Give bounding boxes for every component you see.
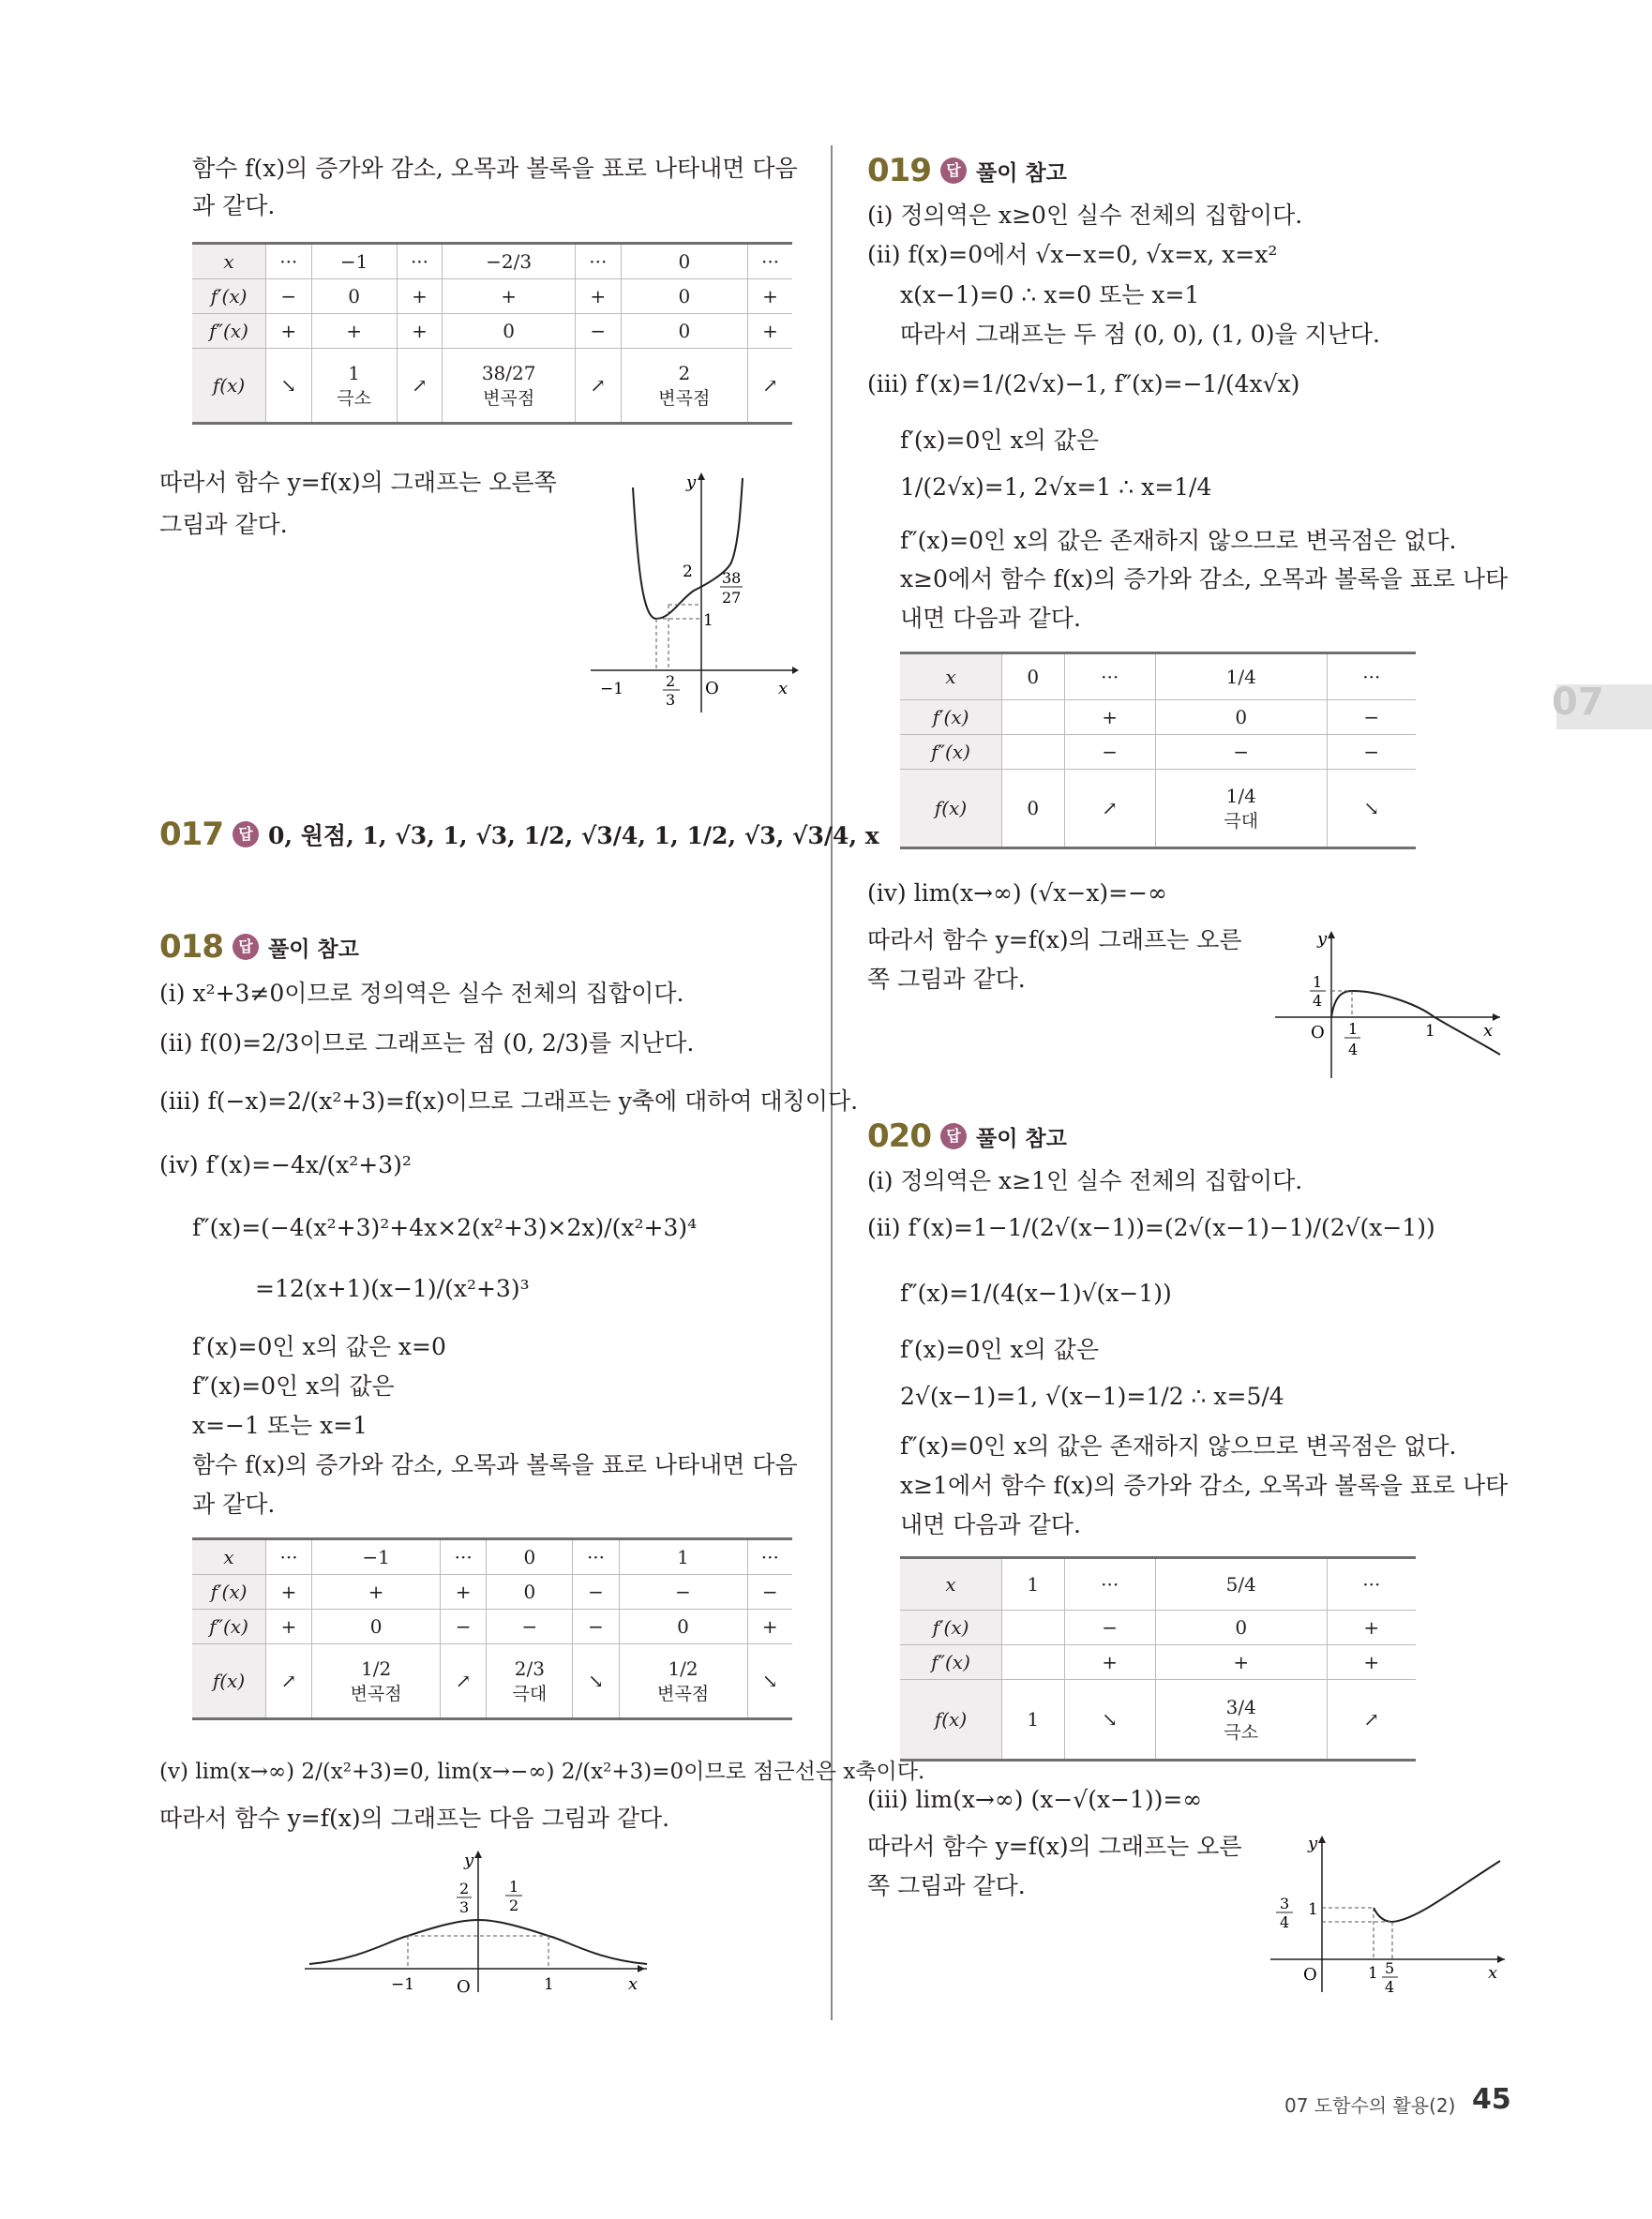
tick-label: 3 (666, 691, 676, 709)
tick-label: 2 (459, 1880, 470, 1897)
table-cell: 1 (1002, 1558, 1065, 1611)
table-cell: ··· (1064, 653, 1155, 700)
tick-label: 1 (1313, 973, 1323, 991)
graph-020 (1270, 1828, 1514, 1997)
table-cell: f′(x) (900, 700, 1002, 735)
table-cell: 0 (443, 314, 576, 349)
table-cell: + (311, 314, 397, 349)
table-cell: ··· (1064, 1558, 1155, 1611)
s020-line: 2√(x−1)=1, √(x−1)=1/2 ∴ x=5/4 (900, 1383, 1284, 1410)
axis-label-y: y (686, 472, 697, 492)
tick-label: 1 (1368, 1964, 1378, 1983)
answer-badge: 답 (233, 934, 259, 960)
table-cell: ↗ (441, 1644, 487, 1719)
table-row (192, 244, 792, 279)
table-cell: + (441, 1575, 487, 1610)
table-cell: 3/4 극소 (1155, 1680, 1327, 1761)
table-cell: − (1064, 1611, 1155, 1645)
s018-line: f′(x)=0인 x의 값은 x=0 (192, 1333, 446, 1360)
table-cell: + (397, 279, 443, 314)
s018-line: (ⅰ) x²+3≠0이므로 정의역은 실수 전체의 집합이다. (159, 980, 684, 1007)
tick-label: 1 (1348, 1020, 1359, 1038)
table-cell: ··· (1327, 1558, 1416, 1611)
table-cell: + (1327, 1645, 1416, 1680)
graph-017 (591, 469, 806, 722)
table-cell: 0 (619, 1610, 747, 1644)
table-cell: ··· (397, 244, 443, 279)
s018-line: x=−1 또는 x=1 (192, 1412, 368, 1439)
section-019-header (867, 152, 1067, 189)
table-cell: 2/3 극대 (487, 1644, 573, 1719)
tick-label: 2 (509, 1897, 519, 1914)
s019-line: f″(x)=0인 x의 값은 존재하지 않으므로 변곡점은 없다. (900, 527, 1457, 554)
table-cell: −1 (312, 1539, 441, 1575)
origin-label: O (1303, 1965, 1317, 1985)
table-cell: ↘ (266, 349, 312, 424)
table-cell: 1/4 극대 (1155, 770, 1327, 848)
s019-line: x≥0에서 함수 f(x)의 증가와 감소, 오목과 볼록을 표로 나타 (900, 565, 1509, 592)
tick-label: 2 (683, 562, 693, 581)
section-018-header (159, 928, 359, 966)
table-row (192, 1539, 792, 1575)
s019-line: f′(x)=0인 x의 값은 (900, 427, 1099, 454)
tick-label: −1 (600, 680, 624, 698)
table-cell: + (576, 279, 622, 314)
table-row (192, 349, 792, 424)
table-cell: − (573, 1610, 619, 1644)
table-cell: 1 (1002, 1680, 1065, 1761)
table-cell: ↘ (1327, 770, 1416, 848)
table-cell: x (192, 1539, 266, 1575)
axis-label-x: x (1483, 1021, 1494, 1041)
s018-line: (ⅱ) f(0)=2/3이므로 그래프는 점 (0, 2/3)를 지난다. (159, 1029, 695, 1057)
s019-after: 쪽 그림과 같다. (867, 966, 1026, 993)
answer-text: 0, 원점, 1, √3, 1, √3, 1/2, √3/4, 1, 1/2, √3, √3/4, x (267, 822, 879, 849)
table-cell: 2 변곡점 (621, 349, 748, 424)
table-cell: 0 (312, 1610, 441, 1644)
s019-line: 1/(2√x)=1, 2√x=1 ∴ x=1/4 (900, 473, 1212, 501)
table-cell: −2/3 (443, 244, 576, 279)
table-cell: + (266, 1610, 312, 1644)
table-cell (1002, 700, 1065, 735)
table-019 (900, 652, 1416, 849)
table-cell: f(x) (900, 770, 1002, 848)
table-row (900, 1611, 1416, 1645)
table-cell: f′(x) (900, 1611, 1002, 1645)
table-020 (900, 1556, 1416, 1762)
section-number: 019 (867, 152, 931, 189)
table-cell: 0 (1155, 1611, 1327, 1645)
tick-label: 1 (1308, 1900, 1318, 1919)
tick-label: 4 (1313, 992, 1323, 1010)
table-row (192, 1575, 792, 1610)
table-cell: ↘ (1064, 1680, 1155, 1761)
table-cell: 0 (311, 279, 397, 314)
tick-label: 1 (1425, 1022, 1435, 1041)
answer-badge: 답 (233, 821, 259, 847)
table-cell: − (441, 1610, 487, 1644)
table-cell (1002, 1645, 1065, 1680)
s019-after: 따라서 함수 y=f(x)의 그래프는 오른 (867, 926, 1242, 953)
table-cell: f″(x) (900, 1645, 1002, 1680)
tick-label: 38 (722, 569, 742, 587)
tick-label: 4 (1385, 1978, 1395, 1996)
table-cell: + (747, 1610, 792, 1644)
table-cell: 1/4 (1155, 653, 1327, 700)
table-cell: x (900, 653, 1002, 700)
table-row (192, 1610, 792, 1644)
table-cell: ··· (748, 244, 792, 279)
table-cell: − (619, 1575, 747, 1610)
tick-label: 27 (722, 589, 742, 607)
s018-line: (ⅲ) f(−x)=2/(x²+3)=f(x)이므로 그래프는 y축에 대하여 대칭이다. (159, 1087, 859, 1115)
table-cell: − (576, 314, 622, 349)
table-cell: + (1327, 1611, 1416, 1645)
s018-line: 과 같다. (192, 1491, 276, 1518)
table-row (192, 314, 792, 349)
table-cell: − (747, 1575, 792, 1610)
table-cell (1002, 735, 1065, 770)
s020-line: 내면 다음과 같다. (900, 1511, 1081, 1538)
s020-line: f″(x)=0인 x의 값은 존재하지 않으므로 변곡점은 없다. (900, 1432, 1457, 1460)
table-cell: 38/27 변곡점 (443, 349, 576, 424)
table-cell: − (1327, 700, 1416, 735)
table-cell: ··· (266, 244, 312, 279)
table-cell: − (573, 1575, 619, 1610)
table-cell: −1 (311, 244, 397, 279)
table-cell: 5/4 (1155, 1558, 1327, 1611)
section-number: 020 (867, 1117, 931, 1155)
section-title: 풀이 참고 (975, 160, 1067, 186)
table-cell: ··· (576, 244, 622, 279)
intro-line-2: 과 같다. (192, 192, 276, 219)
tick-label: 1 (544, 1975, 554, 1994)
table-cell: ↗ (266, 1644, 312, 1719)
tick-label: 3 (459, 1898, 470, 1916)
axis-label-y: y (464, 1851, 474, 1870)
table-cell: ↘ (747, 1644, 792, 1719)
intro-line-1: 함수 f(x)의 증가와 감소, 오목과 볼록을 표로 나타내면 다음 (192, 155, 798, 182)
tick-label: 5 (1385, 1959, 1395, 1977)
tick-label: 1 (509, 1878, 519, 1896)
table-cell: + (748, 314, 792, 349)
graph1-caption-2: 그림과 같다. (159, 511, 288, 538)
table-cell: + (312, 1575, 441, 1610)
table-row (900, 1645, 1416, 1680)
table-row (900, 1558, 1416, 1611)
s020-line: (ⅰ) 정의역은 x≥1인 실수 전체의 집합이다. (867, 1167, 1303, 1194)
s019-line: 내면 다음과 같다. (900, 605, 1081, 632)
table-cell: 0 (487, 1539, 573, 1575)
tick-label: 4 (1348, 1041, 1359, 1058)
table-cell: ↗ (576, 349, 622, 424)
table-row (900, 735, 1416, 770)
graph-018 (305, 1847, 652, 1997)
table-cell: ↘ (573, 1644, 619, 1719)
table-cell: ↗ (397, 349, 443, 424)
s020-after: 따라서 함수 y=f(x)의 그래프는 오른 (867, 1833, 1242, 1860)
table-018 (192, 1537, 792, 1720)
table-cell (1002, 1611, 1065, 1645)
table-row (900, 653, 1416, 700)
s019-line: (ⅰ) 정의역은 x≥0인 실수 전체의 집합이다. (867, 202, 1303, 229)
table-cell: + (443, 279, 576, 314)
section-017-header (159, 816, 879, 853)
table-cell: + (1155, 1645, 1327, 1680)
table-row (192, 1644, 792, 1719)
answer-badge: 답 (940, 157, 967, 184)
table-cell: 0 (1002, 653, 1065, 700)
origin-label: O (705, 679, 719, 698)
footer-chapter-label: 07 도함수의 활용(2) (1284, 2094, 1456, 2117)
table-017-prelude (192, 242, 792, 425)
s020-line: x≥1에서 함수 f(x)의 증가와 감소, 오목과 볼록을 표로 나타 (900, 1472, 1509, 1499)
table-cell: f′(x) (192, 279, 266, 314)
table-cell: 1/2 변곡점 (619, 1644, 747, 1719)
s020-after: 쪽 그림과 같다. (867, 1872, 1026, 1899)
table-cell: 0 (621, 244, 748, 279)
table-cell: − (1327, 735, 1416, 770)
s019-line: 따라서 그래프는 두 점 (0, 0), (1, 0)을 지난다. (900, 321, 1380, 348)
s020-line: f′(x)=0인 x의 값은 (900, 1336, 1099, 1363)
origin-label: O (1311, 1023, 1325, 1042)
table-cell: 0 (1002, 770, 1065, 848)
table-cell: f(x) (192, 1644, 266, 1719)
s019-line: x(x−1)=0 ∴ x=0 또는 x=1 (900, 281, 1200, 308)
table-cell: + (397, 314, 443, 349)
axis-label-x: x (1488, 1963, 1498, 1983)
origin-label: O (457, 1977, 471, 1997)
table-cell: 0 (621, 314, 748, 349)
column-divider (831, 145, 833, 2020)
section-title: 풀이 참고 (975, 1126, 1067, 1151)
tick-label: 4 (1280, 1913, 1290, 1931)
s018-after: (ⅴ) lim(x→∞) 2/(x²+3)=0, lim(x→−∞) 2/(x²+3)=0이므로 점근선은 x축이다. (159, 1760, 925, 1784)
tick-label: 2 (666, 672, 676, 690)
table-row (900, 1680, 1416, 1761)
s018-after: 따라서 함수 y=f(x)의 그래프는 다음 그림과 같다. (159, 1805, 670, 1832)
axis-label-y: y (1308, 1834, 1318, 1853)
tick-label: 3 (1280, 1895, 1290, 1912)
table-cell: − (266, 279, 312, 314)
axis-label-x: x (628, 1974, 638, 1994)
axis-label-x: x (778, 679, 788, 698)
table-cell: f″(x) (192, 1610, 266, 1644)
table-cell: ··· (573, 1539, 619, 1575)
table-cell: 1 극소 (311, 349, 397, 424)
table-row (900, 770, 1416, 848)
table-cell: + (1064, 700, 1155, 735)
table-cell: + (1064, 1645, 1155, 1680)
table-row (192, 279, 792, 314)
table-cell: ··· (1327, 653, 1416, 700)
s018-line: (ⅳ) f′(x)=−4x/(x²+3)² (159, 1151, 412, 1178)
s018-line: 함수 f(x)의 증가와 감소, 오목과 볼록을 표로 나타내면 다음 (192, 1451, 798, 1478)
page-number: 45 (1472, 2083, 1511, 2116)
table-cell: x (192, 244, 266, 279)
s018-line: =12(x+1)(x−1)/(x²+3)³ (255, 1275, 530, 1302)
table-cell: − (487, 1610, 573, 1644)
table-cell: ↗ (1064, 770, 1155, 848)
section-number: 017 (159, 816, 223, 853)
s020-line: (ⅱ) f′(x)=1−1/(2√(x−1))=(2√(x−1)−1)/(2√(x−1)) (867, 1214, 1435, 1241)
section-020-header (867, 1117, 1067, 1155)
table-cell: 0 (487, 1575, 573, 1610)
answer-badge: 답 (940, 1123, 967, 1149)
table-row (900, 700, 1416, 735)
s020-after: (ⅲ) lim(x→∞) (x−√(x−1))=∞ (867, 1786, 1203, 1813)
table-cell: 1/2 변곡점 (312, 1644, 441, 1719)
table-cell: f″(x) (900, 735, 1002, 770)
table-cell: f(x) (192, 349, 266, 424)
s019-line: (ⅲ) f′(x)=1/(2√x)−1, f″(x)=−1/(4x√x) (867, 370, 1300, 397)
tick-label: −1 (391, 1975, 415, 1994)
s018-line: f″(x)=0인 x의 값은 (192, 1372, 395, 1400)
table-cell: + (266, 1575, 312, 1610)
chapter-tab-label: 07 (1552, 681, 1604, 724)
table-cell: − (1064, 735, 1155, 770)
tick-label: 1 (703, 611, 713, 630)
table-cell: 0 (621, 279, 748, 314)
s018-line: f″(x)=(−4(x²+3)²+4x×2(x²+3)×2x)/(x²+3)⁴ (192, 1214, 698, 1241)
table-cell: ↗ (1327, 1680, 1416, 1761)
table-cell: ··· (747, 1539, 792, 1575)
table-cell: ↗ (748, 349, 792, 424)
table-cell: f(x) (900, 1680, 1002, 1761)
s019-after: (ⅳ) lim(x→∞) (√x−x)=−∞ (867, 879, 1167, 907)
table-cell: f′(x) (192, 1575, 266, 1610)
table-cell: + (748, 279, 792, 314)
table-cell: + (266, 314, 312, 349)
table-cell: 1 (619, 1539, 747, 1575)
graph1-caption-1: 따라서 함수 y=f(x)의 그래프는 오른쪽 (159, 469, 557, 496)
table-cell: ··· (441, 1539, 487, 1575)
s020-line: f″(x)=1/(4(x−1)√(x−1)) (900, 1280, 1172, 1307)
s019-line: (ⅱ) f(x)=0에서 √x−x=0, √x=x, x=x² (867, 241, 1278, 268)
table-cell: 0 (1155, 700, 1327, 735)
table-cell: x (900, 1558, 1002, 1611)
section-title: 풀이 참고 (267, 937, 359, 962)
section-number: 018 (159, 928, 223, 966)
axis-label-y: y (1317, 929, 1328, 949)
table-cell: f″(x) (192, 314, 266, 349)
table-cell: − (1155, 735, 1327, 770)
table-cell: ··· (266, 1539, 312, 1575)
graph-019 (1275, 923, 1509, 1083)
